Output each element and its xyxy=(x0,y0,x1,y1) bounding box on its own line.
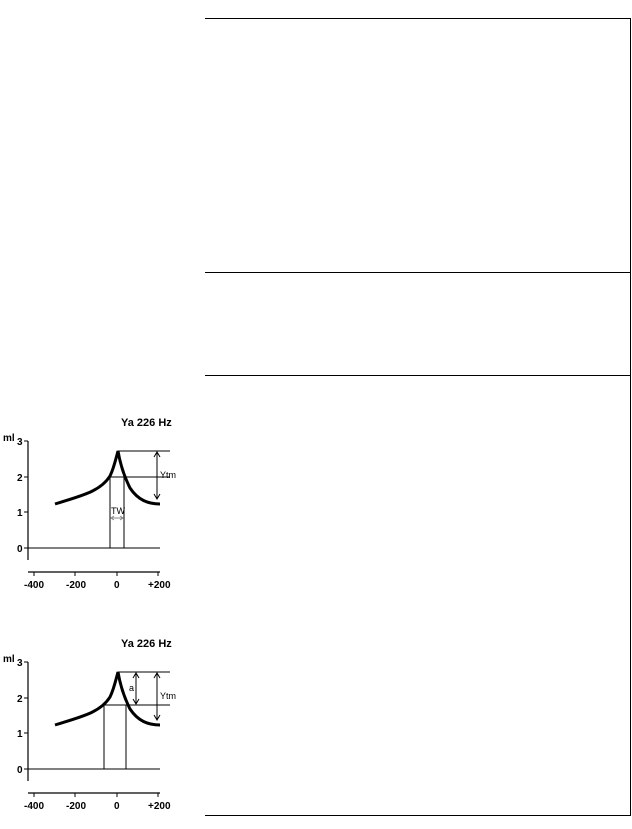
y-tick-label: 0 xyxy=(17,544,23,555)
y-tick-label: 0 xyxy=(17,765,23,776)
tympanogram-chart-1 xyxy=(0,408,200,608)
x-tick-label: -400 xyxy=(24,580,45,591)
y-tick-label: 3 xyxy=(17,437,23,448)
x-tick-label: +200 xyxy=(148,580,171,591)
tympanogram-svg-2 xyxy=(0,629,200,819)
y-tick-label: 1 xyxy=(17,508,23,519)
table-bottom-border xyxy=(205,815,630,816)
tympanogram-chart-2 xyxy=(0,629,200,829)
chart-header: Ya 226 Hz xyxy=(121,638,172,650)
ytm-label: Ytm xyxy=(160,691,177,701)
y-unit-label: ml xyxy=(3,654,15,665)
table-row-divider xyxy=(205,272,630,273)
tympanogram-curve xyxy=(55,672,160,725)
table-top-border xyxy=(205,18,630,19)
chart-header: Ya 226 Hz xyxy=(121,417,172,429)
tympanogram-svg-1 xyxy=(0,408,200,598)
y-tick-label: 2 xyxy=(17,473,23,484)
table-row-divider xyxy=(205,375,630,376)
y-tick-label: 2 xyxy=(17,694,23,705)
x-tick-label: -200 xyxy=(66,580,87,591)
table-right-border xyxy=(630,18,631,816)
ytm-label: Ytm xyxy=(160,470,177,480)
y-tick-label: 3 xyxy=(17,658,23,669)
y-tick-label: 1 xyxy=(17,729,23,740)
x-tick-label: -200 xyxy=(66,801,87,812)
tw-label: TW xyxy=(111,506,125,516)
x-tick-label: 0 xyxy=(114,801,120,812)
y-unit-label: ml xyxy=(3,433,15,444)
a-label: a xyxy=(129,683,135,693)
x-tick-label: 0 xyxy=(114,580,120,591)
x-tick-label: -400 xyxy=(24,801,45,812)
x-tick-label: +200 xyxy=(148,801,171,812)
